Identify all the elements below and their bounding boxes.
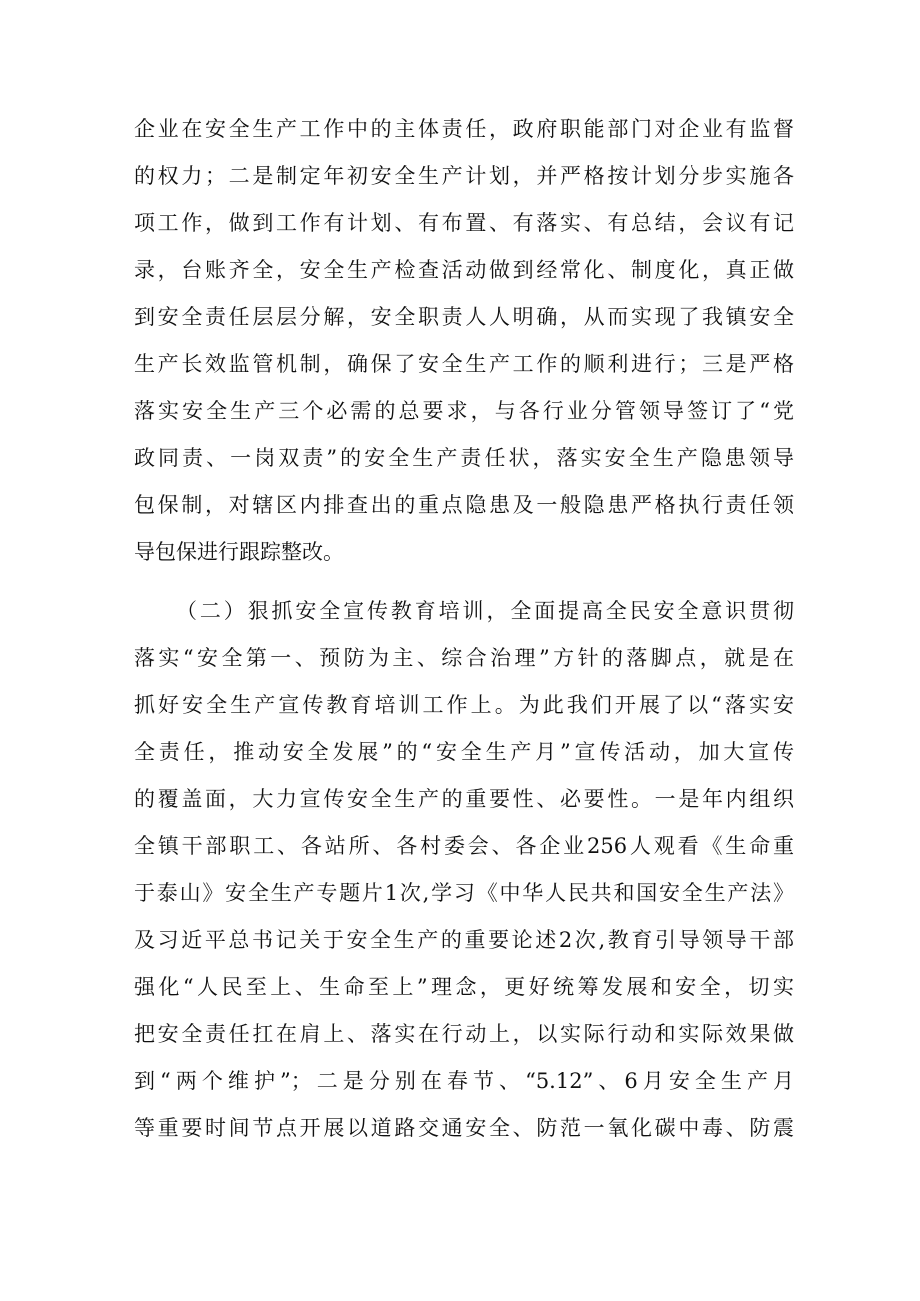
text-line: 等重要时间节点开展以道路交通安全、防范一氧化碳中毒、防震 — [134, 1116, 794, 1140]
text-line: （二）狠抓安全宣传教育培训，全面提高全民安全意识贯彻 — [176, 599, 794, 623]
text-line: 项工作，做到工作有计划、有布置、有落实、有总结，会议有记 — [134, 211, 794, 235]
text-line: 包保制，对辖区内排查出的重点隐患及一般隐患严格执行责任领 — [134, 493, 794, 517]
text-line: 录，台账齐全，安全生产检查活动做到经常化、制度化，真正做 — [134, 258, 794, 282]
paragraph-1 — [134, 106, 794, 576]
text-line: 抓好安全生产宣传教育培训工作上。为此我们开展了以“落实安 — [134, 693, 794, 717]
text-line: 把安全责任扛在肩上、落实在行动上，以实际行动和实际效果做 — [134, 1022, 794, 1046]
text-line: 落实安全生产三个必需的总要求，与各行业分管领导签订了“党 — [134, 399, 794, 423]
text-line: 的覆盖面，大力宣传安全生产的重要性、必要性。一是年内组织 — [134, 787, 794, 811]
document-body — [134, 106, 794, 1152]
text-line: 到安全责任层层分解，安全职责人人明确，从而实现了我镇安全 — [134, 305, 794, 329]
text-line: 政同责、一岗双责”的安全生产责任状，落实安全生产隐患领导 — [134, 446, 794, 470]
paragraph-2 — [134, 588, 794, 1152]
text-line: 于泰山》安全生产专题片1次,学习《中华人民共和国安全生产法》 — [134, 881, 794, 905]
text-line: 生产长效监管机制，确保了安全生产工作的顺利进行；三是严格 — [134, 352, 794, 376]
paragraph-gap — [134, 576, 794, 588]
text-line: 及习近平总书记关于安全生产的重要论述2次,教育引导领导干部 — [134, 928, 794, 952]
text-line: 全责任，推动安全发展”的“安全生产月”宣传活动，加大宣传 — [134, 740, 794, 764]
text-line: 落实“安全第一、预防为主、综合治理”方针的落脚点，就是在 — [134, 646, 794, 670]
text-line: 强化“人民至上、生命至上”理念，更好统筹发展和安全，切实 — [134, 975, 794, 999]
text-line: 的权力；二是制定年初安全生产计划，并严格按计划分步实施各 — [134, 164, 794, 188]
text-line: 导包保进行跟踪整改。 — [134, 540, 344, 564]
text-line: 到“两个维护”；二是分别在春节、“5.12”、6月安全生产月 — [134, 1069, 794, 1093]
text-line: 全镇干部职工、各站所、各村委会、各企业256人观看《生命重 — [134, 834, 794, 858]
text-line: 企业在安全生产工作中的主体责任，政府职能部门对企业有监督 — [134, 117, 794, 141]
